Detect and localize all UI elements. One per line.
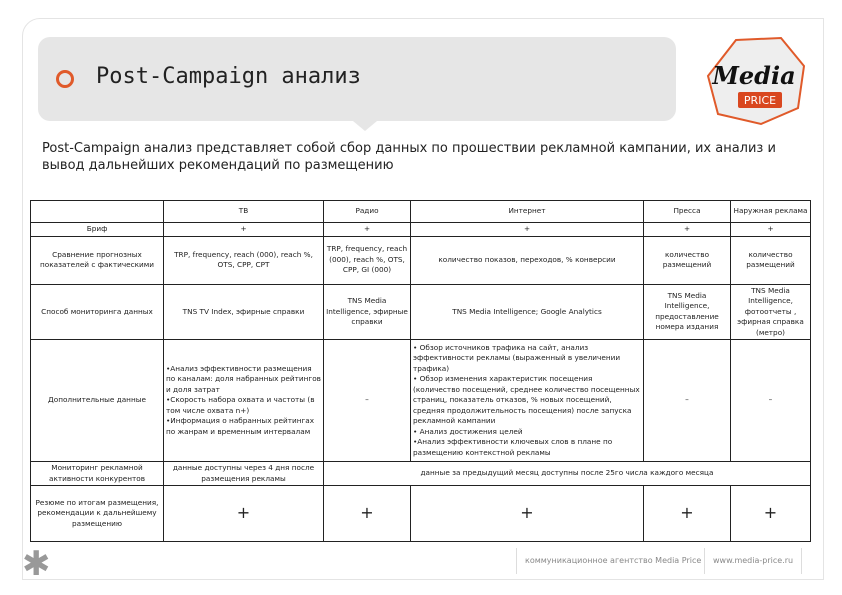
intro-text: Post-Campaign анализ представляет собой сбор данных по прошествии рекламной кампании, их анализ и вывод дальнейших рекомендаций по размещению xyxy=(42,141,776,173)
footer-agency: коммуникационное агентство Media Price xyxy=(516,548,709,574)
table-row: Мониторинг рекламной активности конкурентов данные доступны через 4 дня после размещения рекламы данные за предыдущий месяц доступны после 25го числа каждого месяца xyxy=(31,462,811,486)
media-price-logo xyxy=(706,36,806,126)
svg-text:Media: Media xyxy=(712,61,796,90)
col-press: Пресса xyxy=(644,201,731,223)
col-tv: ТВ xyxy=(164,201,324,223)
table-row: Способ мониторинга данных TNS TV Index, эфирные справки TNS Media Intelligence, эфирные справки TNS Media Intelligence; Google Analytics TNS Media Intelligence, предоставление номера издания TNS Media Intelligence, фотоотчеты , эфирная справка (метро) xyxy=(31,284,811,340)
asterisk-icon: ✱ xyxy=(22,544,51,584)
table-header-row xyxy=(31,201,811,223)
col-outdoor: Наружная реклама xyxy=(731,201,811,223)
bullet-ring-icon xyxy=(56,70,74,88)
comparison-table xyxy=(30,200,811,542)
col-radio: Радио xyxy=(324,201,411,223)
table-row: Резюме по итогам размещения, рекомендации к дальнейшему размещению + + + + + xyxy=(31,486,811,542)
page-title: Post-Campaign анализ xyxy=(96,64,361,89)
svg-text:PRICE: PRICE xyxy=(743,94,777,107)
table-row: Бриф + + + + + xyxy=(31,223,811,237)
table-row: Дополнительные данные •Анализ эффективности размещения по каналам: доля набранных рейтингов и доля затрат •Скорость набора охвата и частоты (в том числе охвата n+) •Информация о набранных рейтингах по жанрам и временным интервалам – • Обзор источников трафика на сайт, анализ эффективности рекламы (выраженный в увеличении трафика) • Обзор изменения характеристик посещения (количество посещений, среднее количество посещенных страниц, показатель отказов, % новых посещений, средняя продолжительность посещения) после запуска рекламной кампании • Анализ достижения целей •Анализ эффективности ключевых слов в плане по размещению контекстной рекламы – – xyxy=(31,340,811,462)
table-row: Сравнение прогнозных показателей с фактическими TRP, frequency, reach (000), reach %, OTS, CPP, CPT TRP, frequency, reach (000), reach %, OTS, CPP, GI (000) количество показов, переходов, % конверсии количество размещений количество размещений xyxy=(31,236,811,284)
footer-site-link[interactable]: www.media-price.ru xyxy=(704,548,802,574)
col-internet: Интернет xyxy=(411,201,644,223)
